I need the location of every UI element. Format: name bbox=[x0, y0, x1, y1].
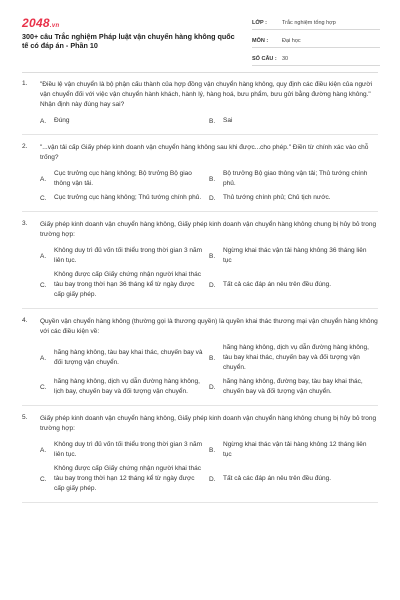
meta-row-class bbox=[252, 16, 380, 30]
option-text: Ngừng khai thác vận tải hàng không 36 tháng liên tục bbox=[223, 247, 367, 264]
option-text: hãng hàng không, dịch vụ dẫn đường hàng không, tàu bay khai thác, chuyến bay và đối tượng vận chuyển. bbox=[223, 344, 369, 371]
question-list bbox=[0, 80, 400, 511]
option-letter: C. bbox=[40, 475, 47, 483]
option-letter: B. bbox=[209, 446, 216, 454]
answer-option[interactable] bbox=[40, 270, 209, 300]
meta-value: 30 bbox=[282, 55, 289, 62]
answer-options bbox=[40, 169, 378, 207]
meta-row-subject bbox=[252, 34, 380, 48]
question-divider bbox=[22, 405, 378, 406]
question-text: "Điều lệ vận chuyển là bộ phận cấu thành của hợp đồng vận chuyển hàng không, quy định các điều kiện của người vận chuyển đối với việc vận chuyển hành khách, hành lý, hàng hoá, bưu phẩm, bưu gửi bằng đường hàng không." Nhận định này đúng hay sai? bbox=[40, 81, 373, 108]
question-item bbox=[0, 414, 400, 498]
question-item bbox=[0, 317, 400, 401]
site-logo[interactable] bbox=[22, 16, 59, 30]
answer-option[interactable] bbox=[40, 464, 209, 494]
option-letter: C. bbox=[40, 281, 47, 289]
question-divider bbox=[22, 134, 378, 135]
option-text: Đúng bbox=[54, 117, 70, 124]
question-text: Giấy phép kinh doanh vận chuyển hàng không, Giấy phép kinh doanh vận chuyển hàng không chung bị hủy bỏ trong trường hợp: bbox=[40, 221, 377, 238]
option-letter: A. bbox=[40, 117, 47, 125]
question-item bbox=[0, 143, 400, 207]
option-letter: D. bbox=[209, 475, 216, 483]
option-text: Cục trưởng cục hàng không; Bộ trưởng Bộ giao thông vận tải. bbox=[54, 170, 192, 187]
question-text: Giấy phép kinh doanh vận chuyển hàng không, Giấy phép kinh doanh vận chuyển hàng không chung bị hủy bỏ trong trường hợp: bbox=[40, 415, 377, 432]
option-letter: C. bbox=[40, 383, 47, 391]
answer-option[interactable] bbox=[40, 343, 209, 373]
answer-option[interactable] bbox=[209, 270, 378, 300]
option-letter: D. bbox=[209, 383, 216, 391]
option-letter: B. bbox=[209, 354, 216, 362]
option-letter: B. bbox=[209, 252, 216, 260]
option-letter: A. bbox=[40, 252, 47, 260]
question-divider bbox=[22, 502, 378, 503]
meta-label: SỐ CÂU : bbox=[252, 55, 277, 62]
option-text: Cục trưởng cục hàng không; Thủ tướng chính phủ. bbox=[54, 194, 202, 201]
option-letter: A. bbox=[40, 446, 47, 454]
question-divider bbox=[22, 211, 378, 212]
header-divider bbox=[22, 72, 378, 73]
option-text: Tất cả các đáp án nêu trên đều đúng. bbox=[223, 475, 332, 482]
answer-option[interactable] bbox=[209, 440, 378, 460]
meta-label: LỚP : bbox=[252, 19, 267, 26]
option-text: hãng hàng không, đường bay, tàu bay khai thác, chuyến bay và đối tượng vận chuyển. bbox=[223, 378, 363, 395]
option-letter: C. bbox=[40, 194, 47, 202]
answer-option[interactable] bbox=[209, 343, 378, 373]
answer-options bbox=[40, 440, 378, 498]
option-letter: A. bbox=[40, 175, 47, 183]
meta-label: MÔN : bbox=[252, 37, 269, 44]
answer-options bbox=[40, 116, 378, 130]
document-header bbox=[0, 0, 400, 66]
answer-option[interactable] bbox=[40, 246, 209, 266]
question-number: 1. bbox=[22, 80, 28, 87]
answer-option[interactable] bbox=[209, 377, 378, 397]
answer-option[interactable] bbox=[209, 246, 378, 266]
option-text: Ngừng khai thác vận tải hàng không 12 tháng liên tục bbox=[223, 441, 367, 458]
meta-value: Trắc nghiệm tổng hợp bbox=[282, 19, 336, 26]
logo-text: 2048 bbox=[22, 16, 50, 30]
meta-row-count bbox=[252, 52, 380, 66]
answer-options bbox=[40, 246, 378, 304]
answer-option[interactable] bbox=[40, 116, 209, 126]
meta-value: Đại học bbox=[282, 37, 301, 44]
question-text: Quyền vận chuyển hàng không (thường gọi là thương quyền) là quyền khai thác thương mại vận chuyển hàng không với các điều kiện về: bbox=[40, 318, 378, 335]
answer-option[interactable] bbox=[209, 169, 378, 189]
question-number: 5. bbox=[22, 414, 28, 421]
option-text: hãng hàng không, dịch vụ dẫn đường hàng không, lịch bay, chuyến bay và đối tượng vận chuyển. bbox=[54, 378, 200, 395]
answer-option[interactable] bbox=[209, 116, 378, 126]
question-number: 2. bbox=[22, 143, 28, 150]
option-text: Sai bbox=[223, 117, 233, 124]
answer-option[interactable] bbox=[40, 169, 209, 189]
question-number: 3. bbox=[22, 220, 28, 227]
answer-options bbox=[40, 343, 378, 401]
option-text: Không được cấp Giấy chứng nhận người khai thác tàu bay trong thời hạn 12 tháng kể từ ngày được cấp giấy phép. bbox=[54, 465, 201, 492]
option-letter: B. bbox=[209, 175, 216, 183]
question-text: "...vận tải cấp Giấy phép kinh doanh vận chuyển hàng không sau khi được...cho phép." Điền từ chính xác vào chỗ trống? bbox=[40, 144, 369, 161]
logo-tld: .vn bbox=[49, 23, 60, 29]
option-text: Bộ trưởng Bộ giao thông vận tải; Thủ tướng chính phủ. bbox=[223, 170, 368, 187]
answer-option[interactable] bbox=[40, 377, 209, 397]
option-letter: A. bbox=[40, 354, 47, 362]
option-text: Không duy trì đủ vốn tối thiểu trong thời gian 3 năm liên tục. bbox=[54, 441, 203, 458]
answer-option[interactable] bbox=[40, 193, 209, 203]
option-letter: B. bbox=[209, 117, 216, 125]
question-divider bbox=[22, 308, 378, 309]
option-text: hãng hàng không, tàu bay khai thác, chuyến bay và đối tượng vận chuyển. bbox=[54, 349, 203, 366]
answer-option[interactable] bbox=[40, 440, 209, 460]
question-number: 4. bbox=[22, 317, 28, 324]
document-meta bbox=[252, 16, 380, 66]
question-item bbox=[0, 80, 400, 130]
document-title: 300+ câu Trắc nghiệm Pháp luật vận chuyển hàng không quốc tế có đáp án - Phần 10 bbox=[22, 32, 235, 50]
option-letter: D. bbox=[209, 194, 216, 202]
option-text: Thủ tướng chính phủ; Chủ tịch nước. bbox=[223, 194, 331, 201]
option-letter: D. bbox=[209, 281, 216, 289]
option-text: Không duy trì đủ vốn tối thiểu trong thời gian 3 năm liên tục. bbox=[54, 247, 203, 264]
option-text: Tất cả các đáp án nêu trên đều đúng. bbox=[223, 281, 332, 288]
answer-option[interactable] bbox=[209, 193, 378, 203]
answer-option[interactable] bbox=[209, 464, 378, 494]
option-text: Không được cấp Giấy chứng nhận người khai thác tàu bay trong thời hạn 36 tháng kể từ ngày được cấp giấy phép. bbox=[54, 271, 201, 298]
question-item bbox=[0, 220, 400, 304]
